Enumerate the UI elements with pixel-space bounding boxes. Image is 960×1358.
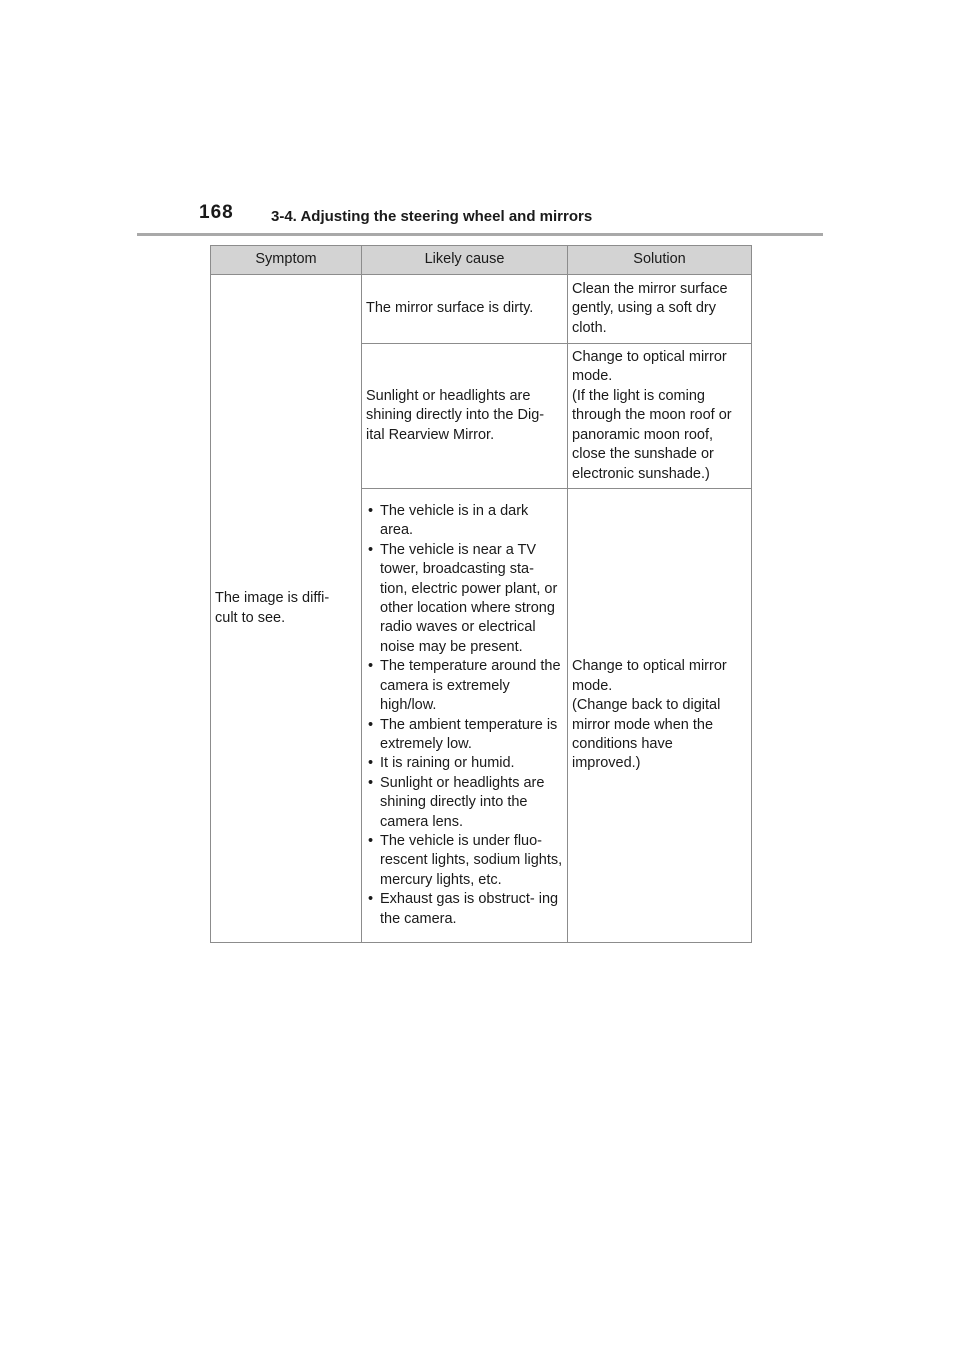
table-header-row: [211, 246, 752, 275]
column-header-likely-cause: Likely cause: [362, 246, 568, 275]
cause-list-item: • The vehicle is near a TV tower, broadcasting sta- tion, electric power plant, or other location where strong radio waves or electrical noise may be present.: [366, 541, 563, 657]
cause-cell: [362, 489, 568, 943]
column-header-symptom: Symptom: [211, 246, 362, 275]
header-divider: [137, 233, 823, 236]
solution-text: Change to optical mirror mode. (If the light is coming through the moon roof or panoramic moon roof, close the sunshade or electronic sunshade.): [572, 349, 732, 482]
symptom-cell: [211, 275, 362, 943]
cause-list-item: • The vehicle is under fluo- rescent lights, sodium lights, mercury lights, etc.: [366, 832, 563, 890]
cause-list-item: • The vehicle is in a dark area.: [366, 502, 563, 541]
solution-cell: [568, 344, 752, 489]
table-row: [211, 275, 752, 344]
cause-list-item: • The ambient temperature is extremely low.: [366, 716, 563, 755]
cause-list-item: • It is raining or humid.: [366, 754, 563, 773]
troubleshooting-table: [210, 245, 752, 943]
cause-text: Sunlight or headlights are shining directly into the Dig- ital Rearview Mirror.: [366, 387, 545, 443]
cause-list: [366, 502, 563, 929]
solution-text: Change to optical mirror mode. (Change back to digital mirror mode when the conditions have improved.): [572, 658, 727, 772]
solution-text: Clean the mirror surface gently, using a soft dry cloth.: [572, 280, 728, 336]
cause-cell: [362, 275, 568, 344]
cause-list-item: • The temperature around the camera is extremely high/low.: [366, 657, 563, 715]
symptom-text: The image is diffi- cult to see.: [215, 590, 330, 626]
column-header-solution: Solution: [568, 246, 752, 275]
solution-cell: [568, 275, 752, 344]
page-number: 168: [199, 202, 234, 223]
cause-list-item: • Exhaust gas is obstruct- ing the camera.: [366, 890, 563, 929]
cause-cell: [362, 344, 568, 489]
section-title: 3-4. Adjusting the steering wheel and mirrors: [271, 208, 593, 225]
page-header: [199, 198, 839, 234]
cause-text: The mirror surface is dirty.: [366, 300, 534, 317]
solution-cell: [568, 489, 752, 943]
cause-list-item: • Sunlight or headlights are shining directly into the camera lens.: [366, 774, 563, 832]
